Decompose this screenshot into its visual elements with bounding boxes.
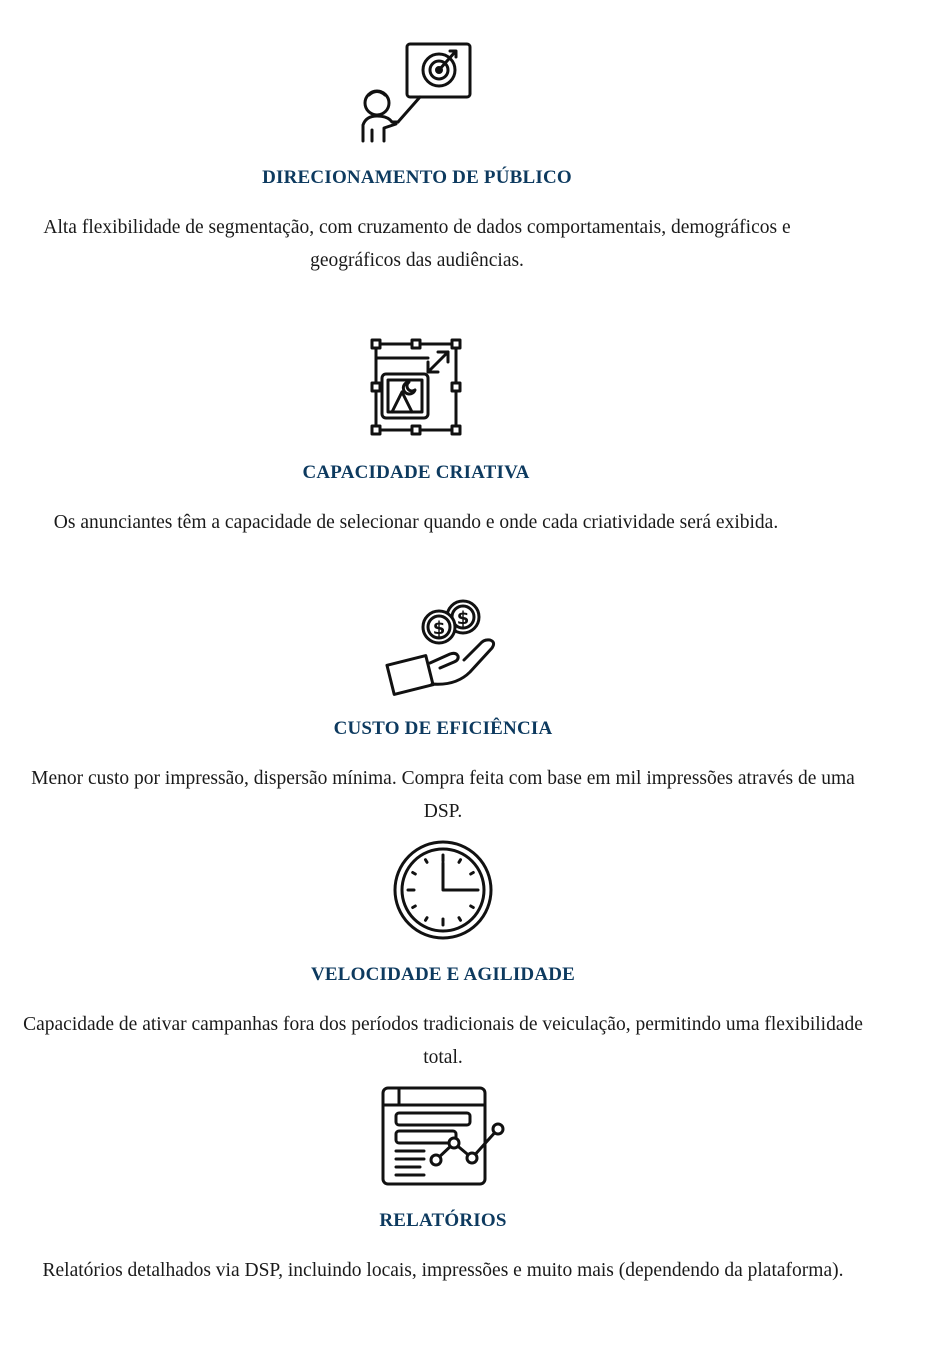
feature-title: CAPACIDADE CRIATIVA — [302, 462, 530, 483]
report-chart-icon — [380, 1085, 506, 1187]
hand-coins-icon — [384, 598, 500, 700]
feature-title: VELOCIDADE E AGILIDADE — [310, 964, 576, 985]
feature-description: Alta flexibilidade de segmentação, com cruzamento de dados comportamentais, demográficos e geográficos das audiências. — [43, 217, 791, 271]
target-presentation-icon — [360, 40, 474, 144]
feature-title: DIRECIONAMENTO DE PÚBLICO — [262, 167, 572, 188]
feature-description: Relatórios detalhados via DSP, incluindo locais, impressões e muito mais (dependendo da plataforma). — [42, 1260, 844, 1281]
svg-text:$: $ — [456, 608, 470, 629]
feature-description: Menor custo por impressão, dispersão mínima. Compra feita com base em mil impressões através de uma DSP. — [31, 768, 855, 822]
feature-description: Capacidade de ativar campanhas fora dos períodos tradicionais de veiculação, permitindo uma flexibilidade total. — [23, 1014, 863, 1068]
svg-text:$: $ — [432, 618, 446, 639]
feature-description: Os anunciantes têm a capacidade de selecionar quando e onde cada criatividade será exibida. — [53, 512, 779, 533]
feature-title: RELATÓRIOS — [379, 1210, 507, 1231]
creative-resize-icon — [368, 336, 464, 438]
feature-title: CUSTO DE EFICIÊNCIA — [333, 718, 553, 739]
clock-icon — [392, 839, 494, 941]
